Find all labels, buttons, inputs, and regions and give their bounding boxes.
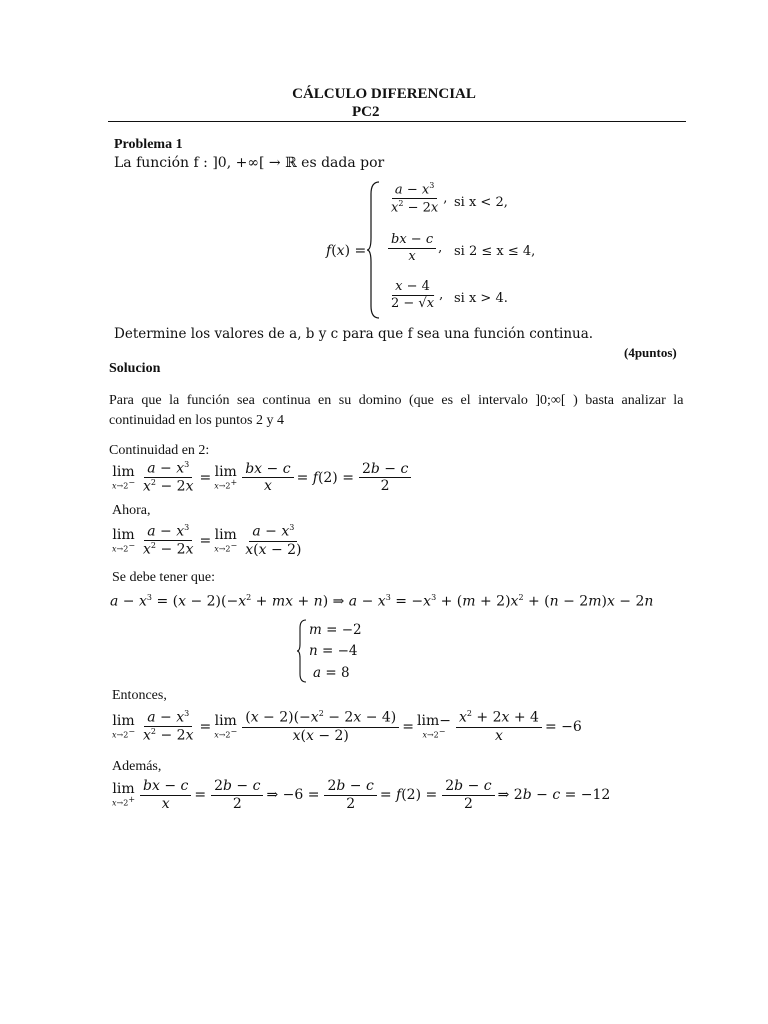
solution-paragraph-line-1: Para que la función sea continua en su domino (que es el intervalo ]0;∞[ ) basta analizar la <box>109 393 684 408</box>
page-subtitle: PC2 <box>352 104 380 120</box>
case-brace <box>366 180 382 320</box>
function-label: f(x) = <box>326 243 367 259</box>
system-n: n = −4 <box>309 643 358 659</box>
case-2-expression: $\frac{bx - c}{x}$ , <box>386 233 442 263</box>
system-brace <box>296 618 308 684</box>
problem-statement: Determine los valores de a, b y c para que f sea una función continua. <box>114 326 594 342</box>
ahora-label: Ahora, <box>112 503 151 518</box>
points-label: (4puntos) <box>624 345 677 360</box>
case-3-expression: $\frac{x - 4}{2 - √x}$ , <box>391 279 444 311</box>
case-2-condition: si 2 ≤ x ≤ 4, <box>454 244 536 259</box>
equation-ademas: lim x→2+ $\frac{bx - c}{x}$ = $\frac{2b - c}{2}$ ⇒ −6 = $\frac{2b - c}{2}$ = f(2) = $\frac{2b - c}{2}$ ⇒ 2b − c = −12 <box>112 778 611 812</box>
case-1-condition: si x < 2, <box>454 195 508 210</box>
equation-ahora: lim x→2− $\frac{a - x^3}{x^2 - 2x}$ = lim x→2− $\frac{a - x^3}{x(x - 2)}$ <box>112 523 302 558</box>
equation-entonces: lim x→2− $\frac{a - x^3}{x^2 - 2x}$ = lim x→2− $\frac{(x - 2)(-x^2 - 2x - 4)}{x(x - 2)}$ = lim− x→2− $\frac{x^2 + 2x + 4}{x}$ = −6 <box>112 709 582 744</box>
ademas-label: Además, <box>112 759 162 774</box>
problem-intro: La función f : ]0, +∞[ → ℝ es dada por <box>114 155 385 171</box>
equation-factorization: $a - x^3 = (x - 2)(-x^2$ + mx + n) ⇒ $a - x^3 = -x^3 + (m + 2)x^2 + (n - 2m)x - 2n$ <box>110 593 654 610</box>
system-a: a = 8 <box>313 665 350 681</box>
se-debe-label: Se debe tener que: <box>112 570 216 585</box>
problem-heading: Problema 1 <box>114 137 183 152</box>
solution-paragraph-line-2: continuidad en los puntos 2 y 4 <box>109 413 284 428</box>
case-3-condition: si x > 4. <box>454 291 508 306</box>
case-1-expression: $\frac{a - x^3}{x^2 - 2x}$ , <box>391 181 448 216</box>
system-m: m = −2 <box>309 622 362 638</box>
solution-heading: Solucion <box>109 361 161 376</box>
header-rule <box>108 121 686 122</box>
entonces-label: Entonces, <box>112 688 167 703</box>
continuity-at-2-label: Continuidad en 2: <box>109 443 210 458</box>
page-title: CÁLCULO DIFERENCIAL <box>292 86 476 102</box>
equation-continuity-2: lim x→2− $\frac{a - x^3}{x^2 - 2x}$ = lim x→2+ $\frac{bx - c}{x}$ = f(2) = $\frac{2b - c}{2}$ <box>112 461 414 495</box>
